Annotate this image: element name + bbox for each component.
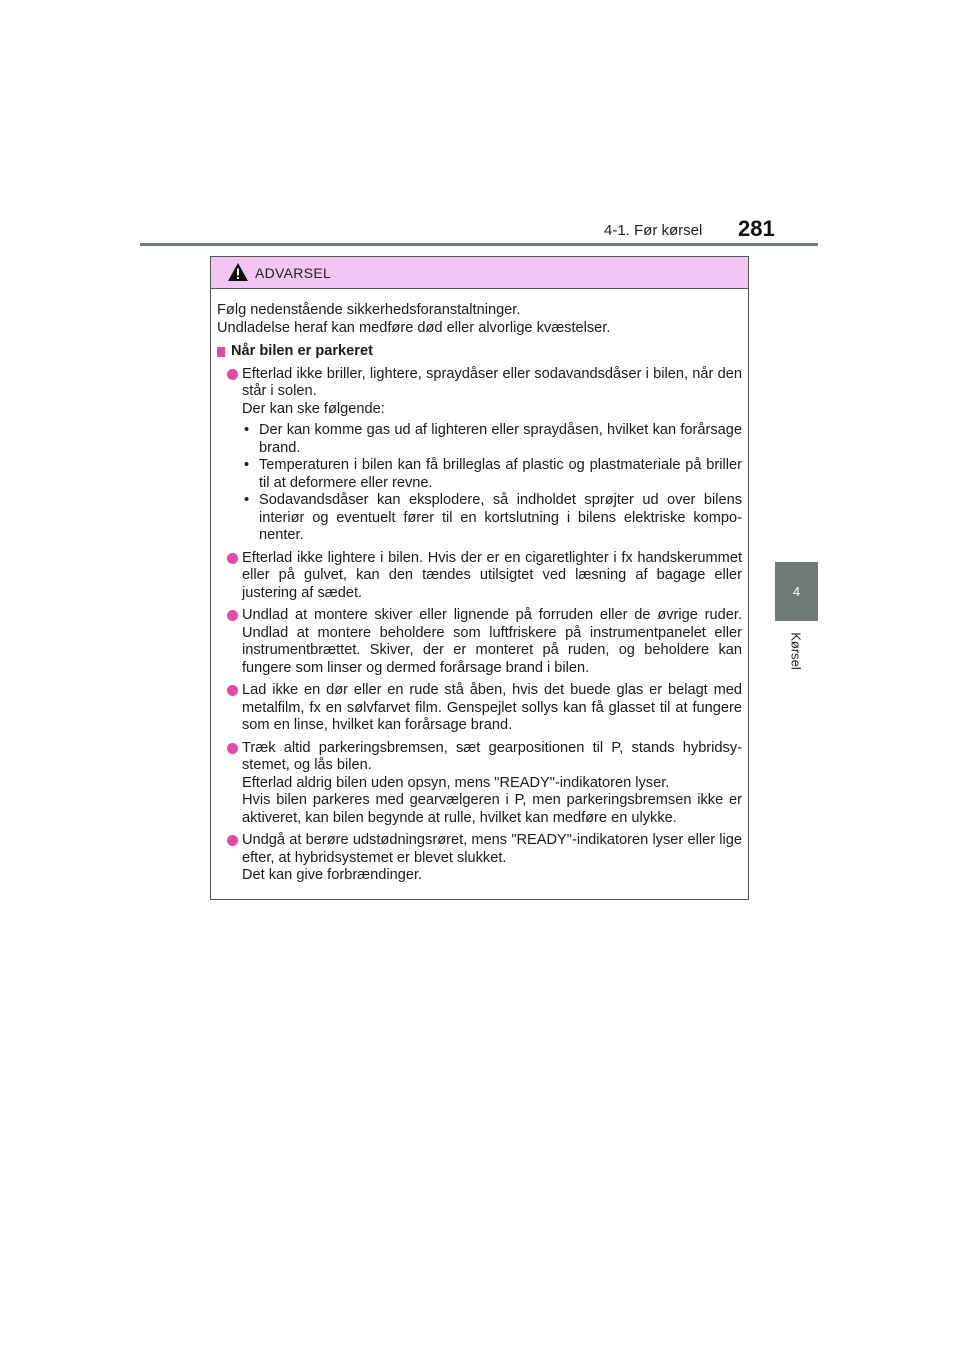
- list-item: [217, 682, 742, 735]
- circle-bullet-icon: [227, 685, 238, 696]
- section-title: 4-1. Før kørsel: [604, 222, 703, 239]
- subheading-text: Når bilen er parkeret: [231, 343, 373, 359]
- circle-bullet-icon: [227, 610, 238, 621]
- bullet-text: Undgå at berøre udstødningsrøret, mens "READY"-indikatoren lyser eller lige efter, at hybridsystemet er blevet slukket.: [242, 832, 742, 866]
- list-item: [217, 832, 742, 885]
- square-bullet-icon: [217, 347, 225, 357]
- chapter-tab-number: 4: [775, 562, 818, 621]
- sub-item-text: Sodavandsdåser kan eksplodere, så indholdet sprøjter ud over bilens interiør og eventuelt fører til en kortslutning i bilens elektriske komponenter.: [259, 492, 742, 543]
- circle-bullet-icon: [227, 835, 238, 846]
- bullet-text: Efterlad ikke briller, lightere, spraydåser eller sodavandsdåser i bilen, når den står i solen.: [242, 365, 742, 399]
- bullet-text: Lad ikke en dør eller en rude stå åben, hvis det buede glas er belagt med metalfilm, fx en sølvfarvet film. Genspejlet sollys kan få glasset til at fungere som en linse, hvilket kan forårsage brand.: [242, 682, 742, 733]
- intro-line: Undladelse heraf kan medføre død eller alvorlige kvæstelser.: [217, 319, 611, 336]
- sub-list-item: • Sodavandsdåser kan eksplodere, så indholdet sprøjter ud over bilens interiør og eventuelt fører til en kortslutning i bilens elektriske komponenter.: [244, 492, 742, 543]
- circle-bullet-icon: [227, 553, 238, 564]
- bullet-text: Undlad at montere skiver eller lignende på forruden eller de øvrige ruder. Undlad at montere beholdere som luftfriskere på instrumentpanelet eller instrumentbrættet. Skiver, der er monteret på ruden, og beholdere kan fungere som linser og dermed forårsage brand i bilen.: [242, 607, 742, 676]
- warning-triangle-icon: [227, 262, 249, 282]
- sub-item-text: Temperaturen i bilen kan få brilleglas af plastic og plastmateriale på briller til at deformere eller revne.: [259, 457, 742, 491]
- circle-bullet-icon: [227, 369, 238, 380]
- warning-box: [210, 256, 749, 900]
- sub-list: [242, 422, 742, 545]
- bullet-text: Efterlad ikke lightere i bilen. Hvis der er en cigaretlighter i fx handskerummet eller på gulvet, kan den tændes utilsigtet ved læsning af bagage eller justering af sædet.: [242, 549, 742, 601]
- page-number: 281: [738, 216, 775, 241]
- intro-line: Følg nedenstående sikkerhedsforanstaltninger.: [217, 302, 521, 318]
- circle-bullet-icon: [227, 743, 238, 754]
- bullet-text: Træk altid parkeringsbremsen, sæt gearpositionen til P, stands hybridsystemet, og lås bilen.: [242, 739, 742, 773]
- bullet-text: Hvis bilen parkeres med gearvælgeren i P, men parkeringsbremsen ikke er aktiveret, kan bilen begynde at rulle, hvilket kan medføre en ulykke.: [242, 792, 742, 826]
- sub-list-item: • Temperaturen i bilen kan få brilleglas af plastic og plastmateriale på briller til at deformere eller revne.: [244, 457, 742, 491]
- sub-item-text: Der kan komme gas ud af lighteren eller spraydåsen, hvilket kan forårsage brand.: [259, 422, 742, 456]
- list-item: [217, 740, 742, 828]
- chapter-tab-label: [784, 626, 808, 676]
- sub-list-item: • Der kan komme gas ud af lighteren eller spraydåsen, hvilket kan forårsage brand.: [244, 422, 742, 456]
- list-item: [217, 607, 742, 677]
- bullet-text: Der kan ske følgende:: [242, 400, 385, 417]
- warning-intro: [217, 302, 742, 337]
- header-rule: [140, 243, 818, 246]
- list-item: [217, 550, 742, 603]
- list-item: [217, 366, 742, 545]
- bullet-text: Efterlad aldrig bilen uden opsyn, mens "READY"-indikatoren lyser.: [242, 774, 670, 791]
- chapter-tab-label-text: Kørsel: [788, 632, 804, 670]
- warning-body: [211, 289, 748, 885]
- warning-header: [211, 257, 748, 289]
- bullet-text: Det kan give forbrændinger.: [242, 867, 423, 883]
- subheading: [217, 343, 742, 361]
- warning-title: ADVARSEL: [255, 265, 332, 281]
